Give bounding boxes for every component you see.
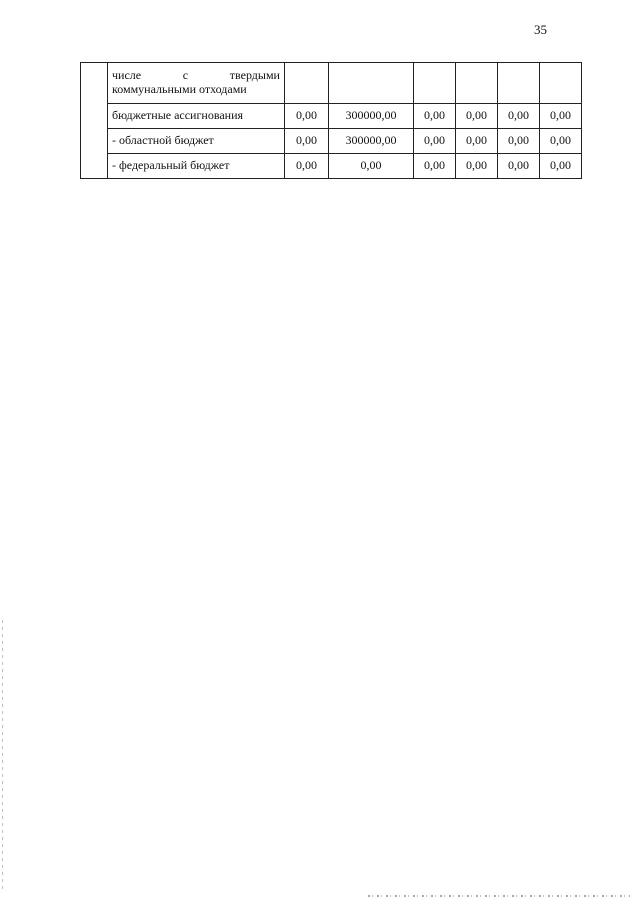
row-label: бюджетные ассигнования (108, 104, 285, 129)
row-label: - областной бюджет (108, 129, 285, 154)
table-cell: 0,00 (414, 154, 456, 179)
table-cell: 0,00 (540, 104, 582, 129)
table-cell (414, 63, 456, 104)
row-label (108, 63, 285, 104)
table-cell (540, 63, 582, 104)
budget-table (80, 62, 582, 179)
row-label-line-1 (112, 69, 280, 83)
table-cell: 300000,00 (329, 129, 414, 154)
table-cell: 0,00 (414, 129, 456, 154)
table-row (81, 129, 582, 154)
table-row (81, 104, 582, 129)
row-label-word: числе (112, 68, 142, 83)
table-cell: 300000,00 (329, 104, 414, 129)
table-cell: 0,00 (540, 154, 582, 179)
table-cell (329, 63, 414, 104)
table-cell: 0,00 (329, 154, 414, 179)
row-label-word: твердыми (229, 68, 280, 83)
table-cell: 0,00 (498, 154, 540, 179)
table-cell: 0,00 (285, 154, 329, 179)
row-label-line-2: коммунальными отходами (112, 82, 247, 96)
table-row (81, 154, 582, 179)
table-cell: 0,00 (285, 104, 329, 129)
table-cell: 0,00 (456, 154, 498, 179)
table-cell: 0,00 (456, 104, 498, 129)
table-cell: 0,00 (540, 129, 582, 154)
table-cell: 0,00 (498, 129, 540, 154)
table-cell: 0,00 (414, 104, 456, 129)
table-stub-column (81, 63, 108, 179)
row-label-word: с (182, 68, 189, 83)
table-cell (498, 63, 540, 104)
table-cell (285, 63, 329, 104)
scan-edge-artifact (2, 620, 3, 890)
table-cell (456, 63, 498, 104)
table-cell: 0,00 (456, 129, 498, 154)
table-row (81, 63, 582, 104)
scan-noise-artifact (368, 895, 630, 897)
table-cell: 0,00 (498, 104, 540, 129)
row-label: - федеральный бюджет (108, 154, 285, 179)
table-cell: 0,00 (285, 129, 329, 154)
page-number: 35 (534, 22, 547, 37)
